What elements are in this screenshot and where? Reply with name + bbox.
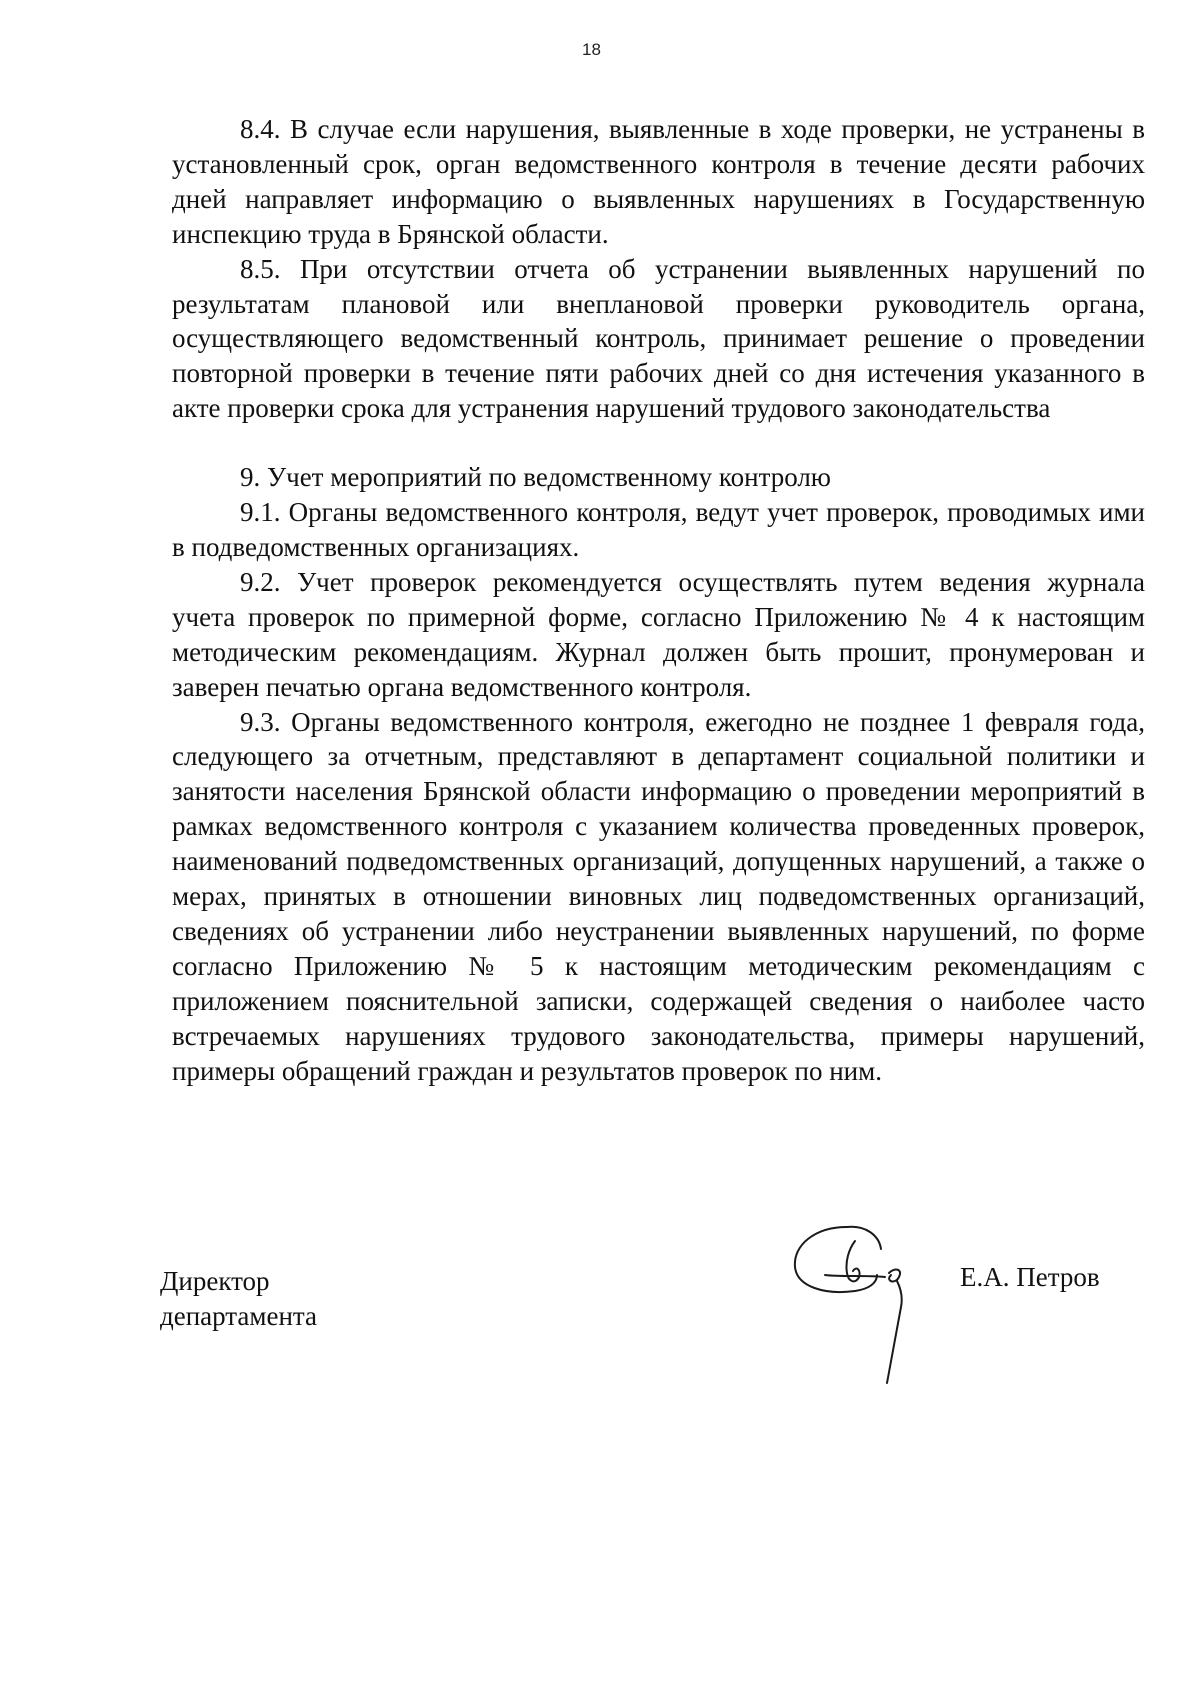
signatory-name: Е.А. Петров	[960, 1262, 1100, 1292]
signatory-position-line1: Директор	[160, 1266, 270, 1296]
paragraph-8-5: 8.5. При отсутствии отчета об устранении выявленных нарушений по результатам плановой или внеплановой проверки руководитель органа, осуществляющего ведомственный контроль, принимает решение о проведении повторной проверки в течение пяти рабочих дней со дня истечения указанного в акте проверки срока для устранения нарушений трудового законодательства	[172, 253, 1145, 424]
handwritten-signature	[785, 1215, 935, 1385]
signatory-position-line2: департамента	[160, 1301, 318, 1331]
signatory-position	[160, 1264, 317, 1334]
document-body	[172, 112, 1145, 1088]
paragraph-9-2: 9.2. Учет проверок рекомендуется осуществлять путем ведения журнала учета проверок по примерной форме, согласно Приложению № 4 к настоящим методическим рекомендациям. Журнал должен быть прошит, пронумерован и заверен печатью органа ведомственного контроля.	[172, 566, 1145, 702]
paragraph-8-4: 8.4. В случае если нарушения, выявленные в ходе проверки, не устранены в установленный срок, орган ведомственного контроля в течение десяти рабочих дней направляет информацию о выявленных нарушениях в Государственную инспекцию труда в Брянской области.	[172, 114, 1145, 249]
paragraph-9-1: 9.1. Органы ведомственного контроля, ведут учет проверок, проводимых ими в подведомственных организациях.	[172, 497, 1145, 562]
page-number: 18	[582, 40, 601, 59]
section-9-heading: 9. Учет мероприятий по ведомственному контролю	[240, 462, 831, 493]
paragraph-9-3: 9.3. Органы ведомственного контроля, ежегодно не позднее 1 февраля года, следующего за отчетным, представляют в департамент социальной политики и занятости населения Брянской области информацию о проведении мероприятий в рамках ведомственного контроля с указанием количества проведенных проверок, наименований подведомственных организаций, допущенных нарушений, а также о мерах, принятых в отношении виновных лиц подведомственных организаций, сведениях об устранении либо неустранении выявленных нарушений, по форме согласно Приложению № 5 к настоящим методическим рекомендациям с приложением пояснительной записки, содержащей сведения о наиболее часто встречаемых нарушениях трудового законодательства, примеры нарушений, примеры обращений граждан и результатов проверок по ним.	[172, 706, 1145, 1086]
